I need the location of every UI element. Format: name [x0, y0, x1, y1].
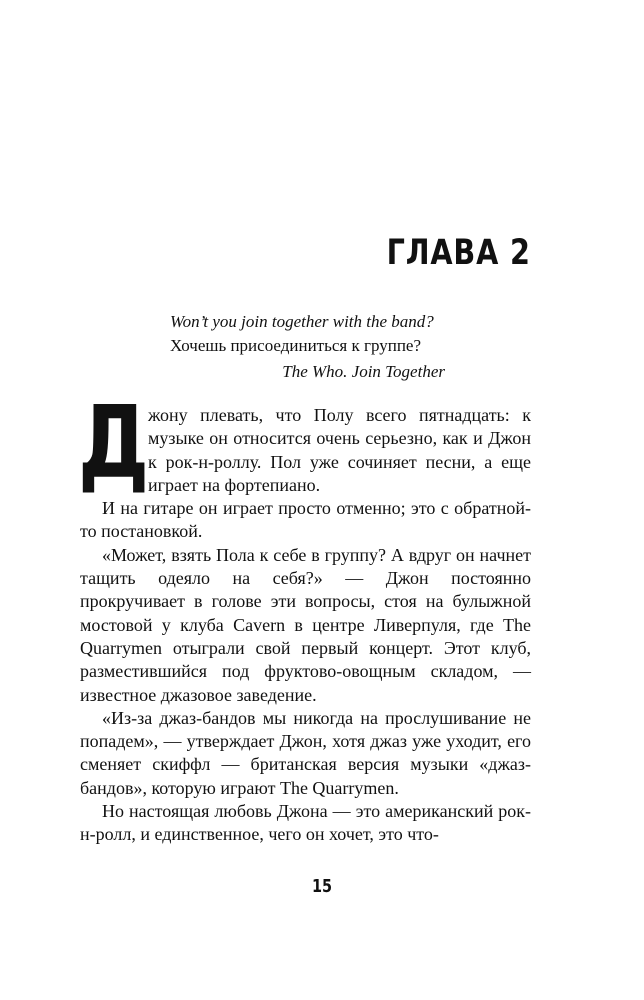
paragraph-5: Но настоящая любовь Джона — это американский рок-н-ролл, и единственное, чего он хочет, это что-	[80, 801, 531, 845]
paragraph-1	[78, 384, 531, 501]
drop-cap: Д	[78, 384, 150, 501]
epigraph-quote-russian: Хочешь присоединиться к группе?	[170, 336, 422, 355]
chapter-title: ГЛАВА 2	[386, 233, 531, 273]
epigraph-quote-english: Won’t you join together with the band?	[170, 312, 434, 331]
paragraph-2: И на гитаре он играет просто отменно; это с обратной-то постановкой.	[80, 498, 531, 542]
paragraph-4: «Из-за джаз-бандов мы никогда на прослушивание не попадем», — утверждает Джон, хотя джаз уже уходит, его сменяет скиффл — британская версия музыки «джаз-бандов», которую играют The Quarrymen.	[80, 707, 531, 798]
paragraph-1-text: жону плевать, что Полу всего пятнадцать: к музыке он относится очень серьезно, как и Джон к рок-н-роллу. Пол уже сочиняет песни, а еще играет на фортепиано.	[148, 405, 531, 495]
paragraph-3: «Может, взять Пола к себе в группу? А вдруг он начнет тащить одеяло на себя?» — Джон постоянно прокручивает в голове эти вопросы, стоя на булыжной мостовой у клуба Cavern в центре Ливерпуля, где The Quarrymen отыграли свой первый концерт. Этот клуб, разместившийся под фруктово-овощным складом, — известное джазовое заведение.	[80, 544, 531, 705]
epigraph	[170, 310, 445, 384]
epigraph-source: The Who. Join Together	[282, 362, 445, 381]
page-number: 15	[311, 876, 333, 897]
body-text	[78, 384, 531, 847]
